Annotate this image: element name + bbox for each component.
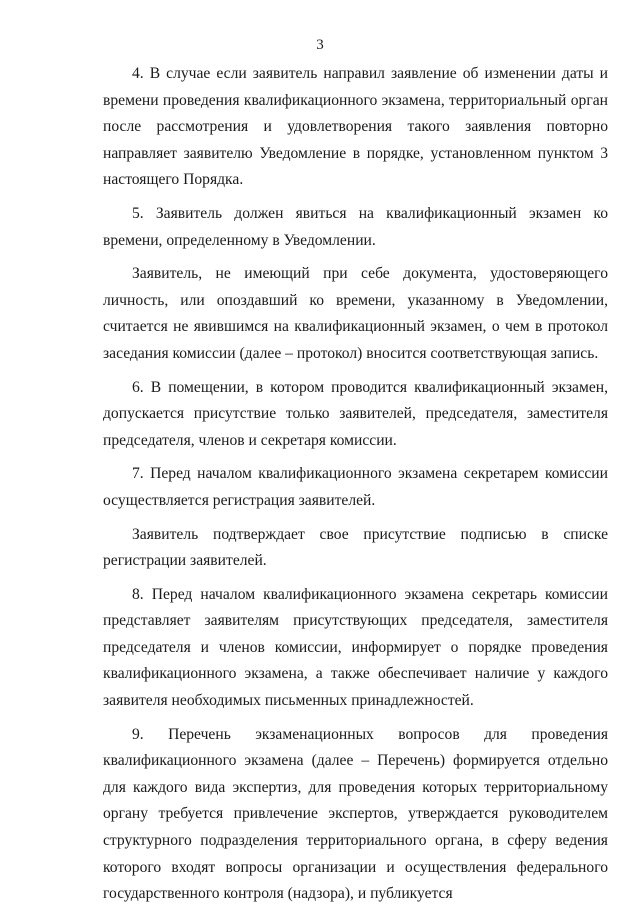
page-number: 3	[316, 37, 324, 53]
paragraph-item-9-question-list: 9. Перечень экзаменационных вопросов для проведения квалификационного экзамена (далее – Перечень) формируется отдельно для каждого вида экспертиз, для проведения которых территориальному органу требуется привлечение экспертов, утверждается руководителем структурного подразделения территориального органа, в сферу ведения которого входят вопросы организации и осуществления федерального государственного контроля (надзора), и публикуется	[103, 725, 608, 903]
paragraph-item-5-attendance: 5. Заявитель должен явиться на квалификационный экзамен ко времени, определенному в Уведомлении.	[103, 204, 608, 249]
document-body	[103, 61, 608, 908]
paragraph-item-4-rescheduling: 4. В случае если заявитель направил заявление об изменении даты и времени проведения квалификационного экзамена, территориальный орган после рассмотрения и удовлетворения такого заявления повторно направляет заявителю Уведомление в порядке, установленном пунктом 3 настоящего Порядка.	[103, 65, 608, 189]
paragraph-item-7-registration: 7. Перед началом квалификационного экзамена секретарем комиссии осуществляется регистрация заявителей.	[103, 465, 608, 509]
paragraph-item-6-room-presence: 6. В помещении, в котором проводится квалификационный экзамен, допускается присутствие только заявителей, председателя, заместителя председателя, членов и секретаря комиссии.	[103, 378, 608, 449]
paragraph-no-id-or-late: Заявитель, не имеющий при себе документа, удостоверяющего личность, или опоздавший ко времени, указанному в Уведомлении, считается не явившимся на квалификационный экзамен, о чем в протокол заседания комиссии (далее – протокол) вносится соответствующая запись.	[103, 265, 608, 362]
paragraph-signature-confirmation: Заявитель подтверждает свое присутствие подписью в списке регистрации заявителей.	[103, 525, 608, 570]
paragraph-item-8-secretary-duties: 8. Перед началом квалификационного экзамена секретарь комиссии представляет заявителям присутствующих председателя, заместителя председателя и членов комиссии, информирует о порядке проведения квалификационного экзамена, а также обеспечивает наличие у каждого заявителя необходимых письменных принадлежностей.	[103, 585, 608, 710]
